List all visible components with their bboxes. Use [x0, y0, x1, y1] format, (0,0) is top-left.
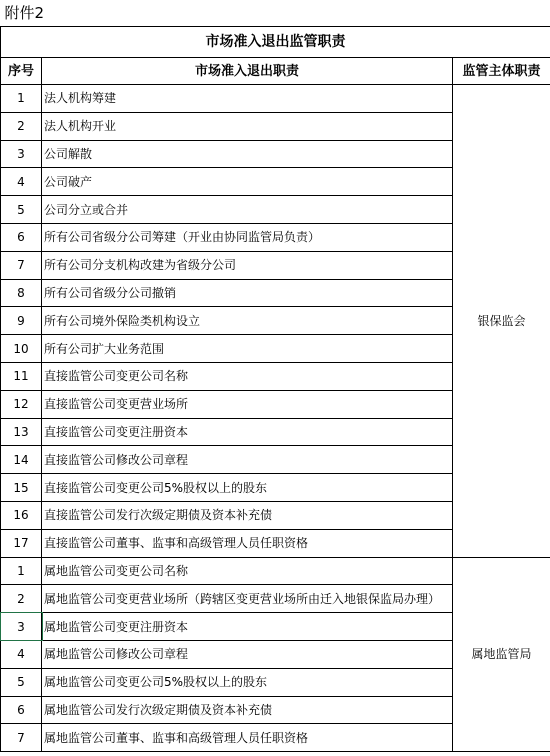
supervisor-cell[interactable]: 银保监会 [453, 85, 550, 558]
row-number-cell[interactable]: 15 [1, 474, 42, 502]
row-number-cell[interactable]: 8 [1, 279, 42, 307]
attachment-row [1, 0, 550, 27]
duty-cell[interactable]: 直接监管公司发行次级定期债及资本补充债 [42, 501, 453, 529]
row-number-cell[interactable]: 13 [1, 418, 42, 446]
duty-cell[interactable]: 属地监管公司修改公司章程 [42, 640, 453, 668]
table-title[interactable]: 市场准入退出监管职责 [1, 27, 550, 58]
duty-cell[interactable]: 属地监管公司变更公司名称 [42, 557, 453, 585]
duty-cell[interactable]: 公司破产 [42, 168, 453, 196]
header-no[interactable]: 序号 [1, 58, 42, 85]
row-number-cell[interactable]: 4 [1, 168, 42, 196]
duty-cell[interactable]: 公司解散 [42, 140, 453, 168]
row-number-cell[interactable]: 1 [1, 557, 42, 585]
duty-cell[interactable]: 直接监管公司修改公司章程 [42, 446, 453, 474]
row-number-cell[interactable]: 17 [1, 529, 42, 557]
row-number-cell[interactable]: 4 [1, 640, 42, 668]
duty-cell[interactable]: 所有公司分支机构改建为省级分公司 [42, 251, 453, 279]
row-number-cell[interactable]: 12 [1, 390, 42, 418]
row-number-cell[interactable]: 6 [1, 223, 42, 251]
row-number-cell[interactable]: 3 [1, 140, 42, 168]
row-number-cell[interactable]: 10 [1, 335, 42, 363]
row-number-cell[interactable]: 3 [1, 613, 42, 641]
duty-cell[interactable]: 直接监管公司董事、监事和高级管理人员任职资格 [42, 529, 453, 557]
row-number-cell[interactable]: 1 [1, 85, 42, 113]
duty-cell[interactable]: 法人机构筹建 [42, 85, 453, 113]
duty-cell[interactable]: 直接监管公司变更公司名称 [42, 362, 453, 390]
row-number-cell[interactable]: 2 [1, 585, 42, 613]
duty-cell[interactable]: 直接监管公司变更注册资本 [42, 418, 453, 446]
duty-cell[interactable]: 所有公司境外保险类机构设立 [42, 307, 453, 335]
row-number-cell[interactable]: 7 [1, 724, 42, 752]
row-number-cell[interactable]: 16 [1, 501, 42, 529]
header-row [1, 58, 550, 85]
row-number-cell[interactable]: 5 [1, 668, 42, 696]
title-row [1, 27, 550, 58]
duty-cell[interactable]: 属地监管公司变更公司5%股权以上的股东 [42, 668, 453, 696]
attachment-label[interactable]: 附件2 [4, 3, 45, 22]
supervisor-cell[interactable]: 属地监管局 [453, 557, 550, 752]
row-number-cell[interactable]: 6 [1, 696, 42, 724]
row-number-cell[interactable]: 5 [1, 196, 42, 224]
duty-cell[interactable]: 属地监管公司变更营业场所（跨辖区变更营业场所由迁入地银保监局办理） [42, 585, 453, 613]
row-number-cell[interactable]: 9 [1, 307, 42, 335]
table-row [1, 85, 550, 113]
duty-cell[interactable]: 所有公司扩大业务范围 [42, 335, 453, 363]
header-supervisor[interactable]: 监管主体职责 [453, 58, 550, 85]
row-number-cell[interactable]: 14 [1, 446, 42, 474]
duty-cell[interactable]: 直接监管公司变更公司5%股权以上的股东 [42, 474, 453, 502]
duty-cell[interactable]: 直接监管公司变更营业场所 [42, 390, 453, 418]
header-duty[interactable]: 市场准入退出职责 [42, 58, 453, 85]
duty-cell[interactable]: 公司分立或合并 [42, 196, 453, 224]
duty-cell[interactable]: 所有公司省级分公司筹建（开业由协同监管局负责） [42, 223, 453, 251]
row-number-cell[interactable]: 2 [1, 112, 42, 140]
duty-cell[interactable]: 属地监管公司发行次级定期债及资本补充债 [42, 696, 453, 724]
duty-cell[interactable]: 法人机构开业 [42, 112, 453, 140]
duty-cell[interactable]: 属地监管公司董事、监事和高级管理人员任职资格 [42, 724, 453, 752]
row-number-cell[interactable]: 11 [1, 362, 42, 390]
duty-cell[interactable]: 属地监管公司变更注册资本 [42, 613, 453, 641]
table-row [1, 557, 550, 585]
duty-cell[interactable]: 所有公司省级分公司撤销 [42, 279, 453, 307]
row-number-cell[interactable]: 7 [1, 251, 42, 279]
